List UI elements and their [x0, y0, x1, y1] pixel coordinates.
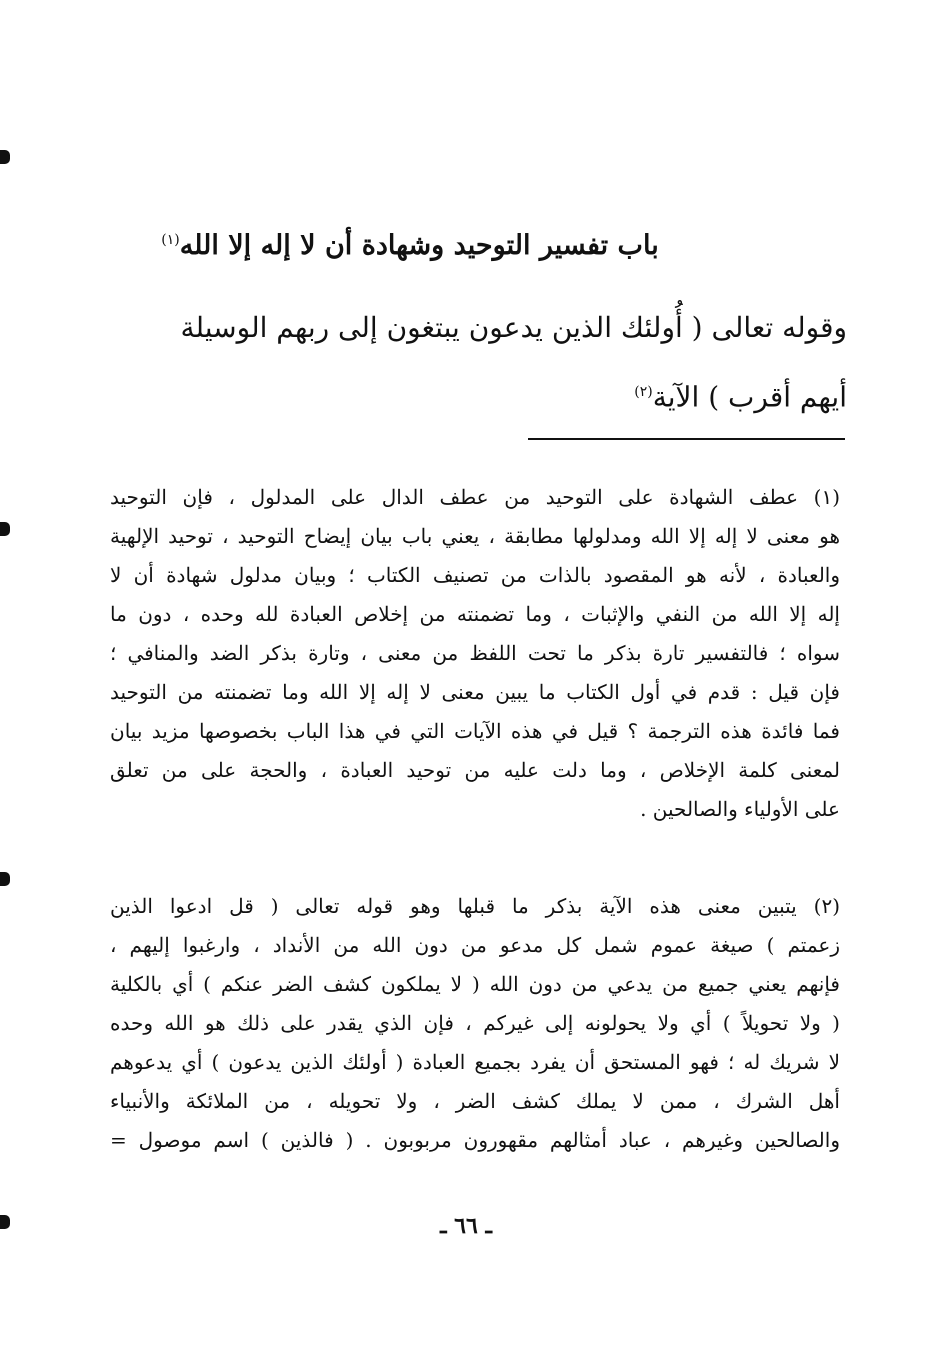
- binding-mark: [0, 150, 10, 164]
- footnote-line: لمعنى كلمة الإخلاص ، وما دلت عليه من توحيد العبادة ، والحجة على من تعلق: [110, 758, 840, 782]
- verse-line-text: أيهم أقرب ) الآية: [652, 380, 847, 414]
- footnote-line: إله إلا الله من النفي والإثبات ، وما تضمنته من إخلاص العبادة لله وحده ، دون ما: [110, 602, 840, 626]
- footnote-line: زعمتم ) صيغة عموم شمل كل مدعو من دون الله من الأنداد ، وارغبوا إليهم ،: [110, 933, 840, 957]
- chapter-title: [100, 210, 720, 276]
- verse-line-last: [112, 360, 847, 429]
- footnote-line: والعبادة ، لأنه هو المقصود بالذات من تصنيف الكتاب ؛ وبيان مدلول شهادة أن لا: [110, 563, 840, 587]
- chapter-title-text: باب تفسير التوحيد وشهادة أن لا إله إلا الله: [179, 230, 659, 261]
- footnote-line: فإنهم يعني جميع من يدعي من دون الله ( لا يملكون كشف الضر عنكم ) أي بالكلية: [110, 972, 840, 996]
- footnote-separator: [528, 438, 845, 440]
- footnote-2: [110, 887, 840, 1160]
- footnote-1: [110, 478, 840, 829]
- footnote-line: هو معنى لا إله إلا الله ومدلولها مطابقة ، يعني باب بيان إيضاح التوحيد ، توحيد الإلهية: [110, 524, 840, 548]
- binding-mark: [0, 522, 10, 536]
- footnote-reference: (١): [161, 232, 180, 248]
- binding-mark: [0, 872, 10, 886]
- footnote-line: على الأولياء والصالحين .: [640, 797, 840, 821]
- footnote-line: لا شريك له ؛ فهو المستحق أن يفرد بجميع العبادة ( أولئك الذين يدعون ) أي يدعوهم: [110, 1050, 840, 1074]
- footnote-line: فما فائدة هذه الترجمة ؟ قيل في هذه الآيات التي في هذا الباب بخصوصها مزيد بيان: [110, 719, 840, 743]
- footnote-reference: (٢): [634, 384, 653, 400]
- footnote-line: سواه ؛ فالتفسير تارة بذكر ما تحت اللفظ من معنى ، وتارة بذكر الضد والمنافي ؛: [110, 641, 840, 665]
- footnote-line: (١) عطف الشهادة على التوحيد من عطف الدال على المدلول ، فإن التوحيد: [110, 485, 840, 509]
- footnote-line: والصالحين وغيرهم ، عباد أمثالهم مقهورون مربوبون . ( فالذين ) اسم موصول =: [110, 1128, 840, 1152]
- footnote-line: أهل الشرك ، ممن لا يملك كشف الضر ، ولا تحويله ، من الملائكة والأنبياء: [110, 1089, 840, 1113]
- binding-mark: [0, 1215, 10, 1229]
- verse-block: [112, 296, 847, 429]
- footnote-line: (٢) يتبين معنى هذه الآية بذكر ما قبلها وهو قوله تعالى ( قل ادعوا الذين: [110, 894, 840, 918]
- footnote-line: فإن قيل : قدم في أول الكتاب ما يبين معنى لا إله إلا الله وما تضمنته من التوحيد: [110, 680, 840, 704]
- verse-line: وقوله تعالى ( أُولئك الذين يدعون يبتغون إلى ربهم الوسيلة: [180, 311, 847, 344]
- page-number: ـ ٦٦ ـ: [440, 1213, 492, 1239]
- footnote-line: ( ولا تحويلاً ) أي ولا يحولونه إلى غيركم ، فإن الذي يقدر على ذلك هو الله وحده: [110, 1011, 840, 1035]
